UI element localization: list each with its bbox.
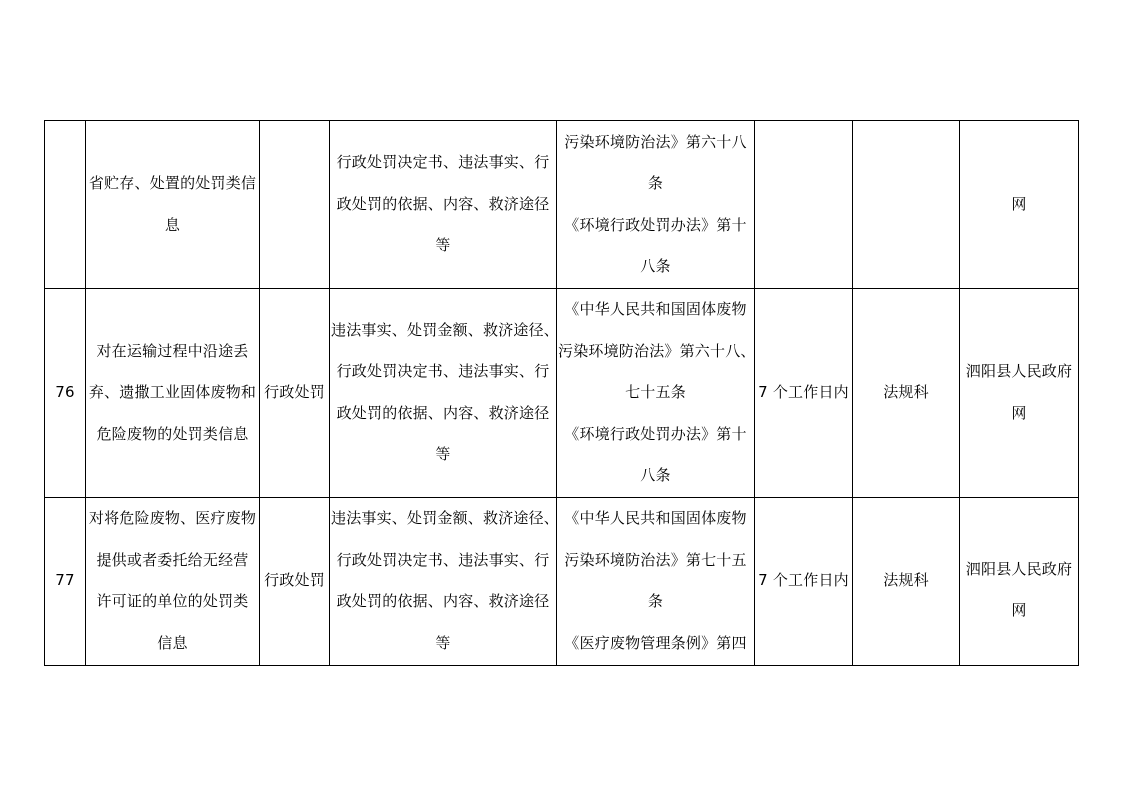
channel-line: 泗阳县人民政府 (965, 362, 1073, 381)
channel-line: 网 (1011, 601, 1027, 619)
content-cell (330, 289, 560, 498)
item-name-line: 许可证的单位的处罚类 (96, 592, 249, 610)
channel-cell (960, 497, 1079, 665)
basis-line: 八条 (640, 257, 671, 275)
category-cell: 行政处罚 (260, 497, 330, 665)
content-line: 政处罚的依据、内容、救济途径 (336, 403, 550, 422)
content-line: 等 (435, 633, 451, 652)
content-cell (330, 497, 560, 665)
basis-line: 七十五条 (625, 383, 686, 401)
channel-cell (960, 121, 1079, 289)
time-limit-cell: 7 个工作日内 (755, 289, 853, 498)
content-line: 违法事实、处罚金额、救济途径、 (331, 509, 560, 527)
category-cell (260, 121, 330, 289)
channel-line: 网 (1011, 194, 1027, 213)
basis-line: 八条 (640, 466, 671, 484)
item-name-line: 弃、遗撒工业固体废物和 (88, 383, 257, 401)
basis-line: 《医疗废物管理条例》第四 (564, 633, 747, 652)
department-cell (853, 121, 960, 289)
basis-line: 条 (647, 592, 664, 610)
basis-cell (557, 121, 755, 289)
content-line: 违法事实、处罚金额、救济途径、 (331, 320, 560, 339)
content-line: 行政处罚决定书、违法事实、行 (336, 550, 550, 569)
content-line: 等 (435, 445, 451, 464)
content-line: 行政处罚决定书、违法事实、行 (336, 153, 550, 172)
basis-line: 条 (647, 174, 664, 192)
department-cell: 法规科 (853, 497, 960, 665)
basis-line: 《环境行政处罚办法》第十 (564, 424, 747, 443)
channel-line: 泗阳县人民政府 (965, 559, 1073, 578)
item-name-line: 息 (164, 215, 181, 234)
row-number: 76 (45, 289, 86, 498)
table-row (45, 497, 1079, 665)
item-name-cell (86, 121, 260, 289)
content-line: 等 (435, 236, 451, 255)
content-line: 政处罚的依据、内容、救济途径 (336, 592, 550, 610)
table-row (45, 121, 1079, 289)
item-name-line: 省贮存、处置的处罚类信 (88, 174, 257, 192)
basis-line: 污染环境防治法》第六十八、 (558, 341, 756, 360)
table-row (45, 289, 1079, 498)
channel-line: 网 (1011, 403, 1027, 422)
disclosure-table (44, 120, 1079, 666)
time-limit-cell: 7 个工作日内 (755, 497, 853, 665)
item-name-cell (86, 497, 260, 665)
item-name-line: 信息 (157, 633, 188, 652)
item-name-line: 危险废物的处罚类信息 (96, 424, 249, 443)
category-cell: 行政处罚 (260, 289, 330, 498)
row-number (45, 121, 86, 289)
basis-cell (557, 497, 755, 665)
content-line: 行政处罚决定书、违法事实、行 (336, 362, 550, 381)
channel-cell (960, 289, 1079, 498)
content-cell (330, 121, 557, 289)
row-number: 77 (45, 497, 86, 665)
item-name-line: 对在运输过程中沿途丢 (96, 341, 249, 360)
item-name-line: 提供或者委托给无经营 (96, 550, 249, 569)
basis-cell (557, 289, 755, 498)
basis-line: 《中华人民共和国固体废物 (564, 509, 747, 527)
item-name-line: 对将危险废物、医疗废物 (88, 509, 257, 527)
basis-line: 《环境行政处罚办法》第十 (564, 215, 747, 234)
basis-line: 《中华人民共和国固体废物 (564, 300, 747, 318)
content-line: 政处罚的依据、内容、救济途径 (336, 194, 550, 213)
department-cell: 法规科 (853, 289, 960, 498)
time-limit-cell (755, 121, 853, 289)
basis-line: 污染环境防治法》第七十五 (564, 550, 747, 569)
item-name-cell (86, 289, 260, 498)
basis-line: 污染环境防治法》第六十八 (564, 132, 747, 151)
